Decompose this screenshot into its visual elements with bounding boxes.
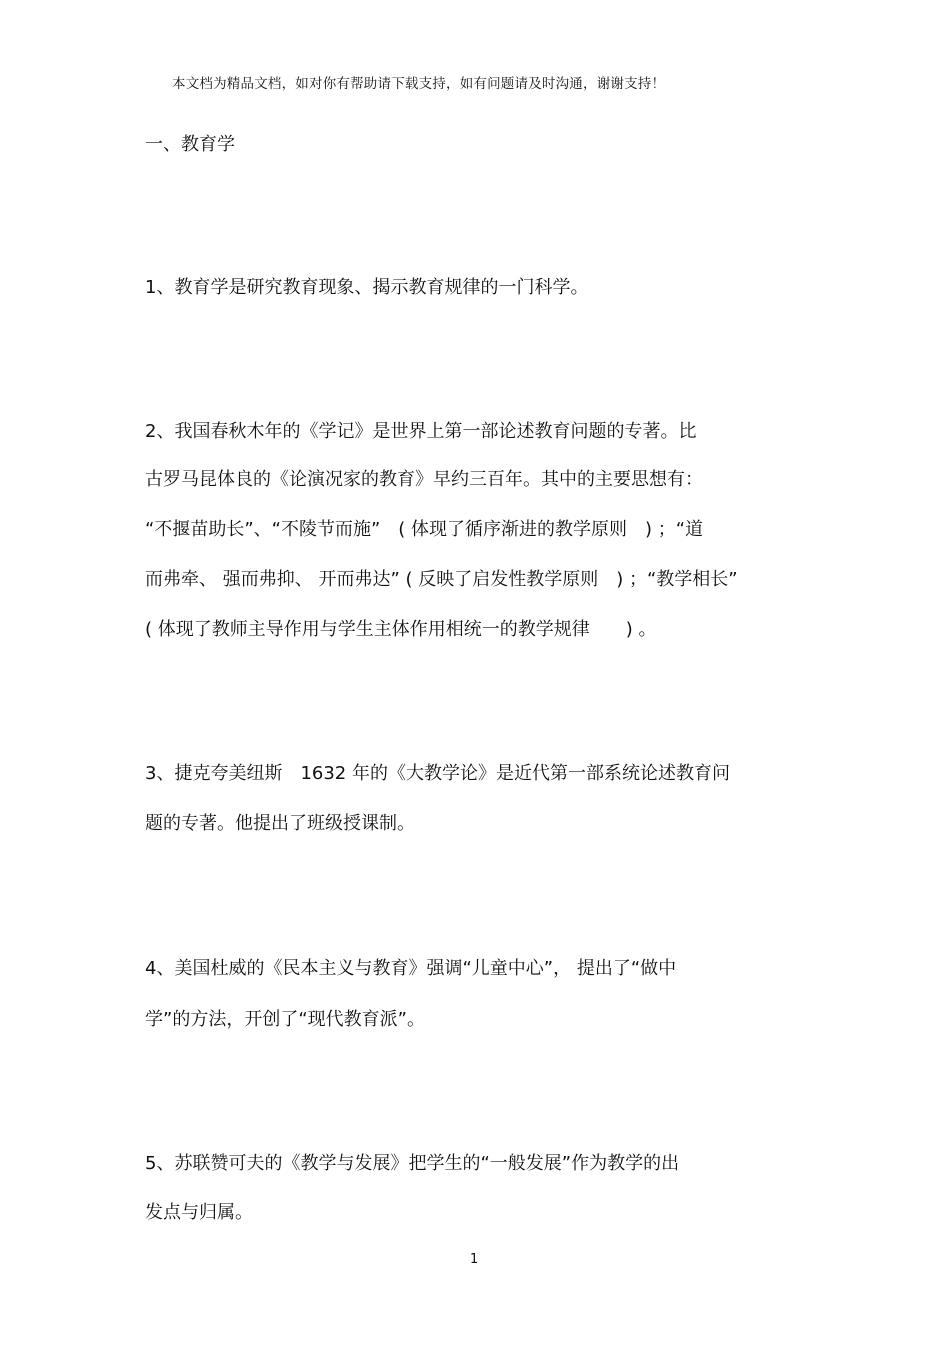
item-2-line-2: 古罗马昆体良的《论演况家的教育》早约三百年。其中的主要思想有： — [145, 469, 703, 490]
item-2-line-5: ( 体现了教师主导作用与学生主体作用相统一的教学规律 ) 。 — [145, 619, 657, 640]
item-4-line-2: 学”的方法，开创了“现代教育派”。 — [145, 1009, 425, 1030]
item-1-line-1: 1、教育学是研究教育现象、揭示教育规律的一门科学。 — [145, 277, 589, 298]
item-4-line-1: 4、美国杜威的《民本主义与教育》强调“儿童中心”， 提出了“做中 — [145, 958, 677, 979]
item-2-line-3: “不揠苗助长”、“不陵节而施” ( 体现了循序渐进的教学原则 ) ；“道 — [145, 519, 704, 540]
item-5-line-2: 发点与归属。 — [145, 1202, 253, 1223]
header-note: 本文档为精品文档，如对你有帮助请下载支持，如有问题请及时沟通，谢谢支持！ — [172, 76, 666, 92]
item-2-line-4: 而弗牵、 强而弗抑、 开而弗达” ( 反映了启发性教学原则 ) ；“教学相长” — [145, 569, 738, 590]
item-3-line-2: 题的专著。他提出了班级授课制。 — [145, 813, 415, 834]
item-2-line-1: 2、我国春秋木年的《学记》是世界上第一部论述教育问题的专著。比 — [145, 421, 697, 442]
item-3-line-1: 3、捷克夸美纽斯 1632 年的《大教学论》是近代第一部系统论述教育问 — [145, 763, 730, 784]
section-title: 一、教育学 — [145, 134, 235, 155]
item-5-line-1: 5、苏联赞可夫的《教学与发展》把学生的“一般发展”作为教学的出 — [145, 1153, 680, 1174]
page-number: 1 — [470, 1252, 479, 1267]
